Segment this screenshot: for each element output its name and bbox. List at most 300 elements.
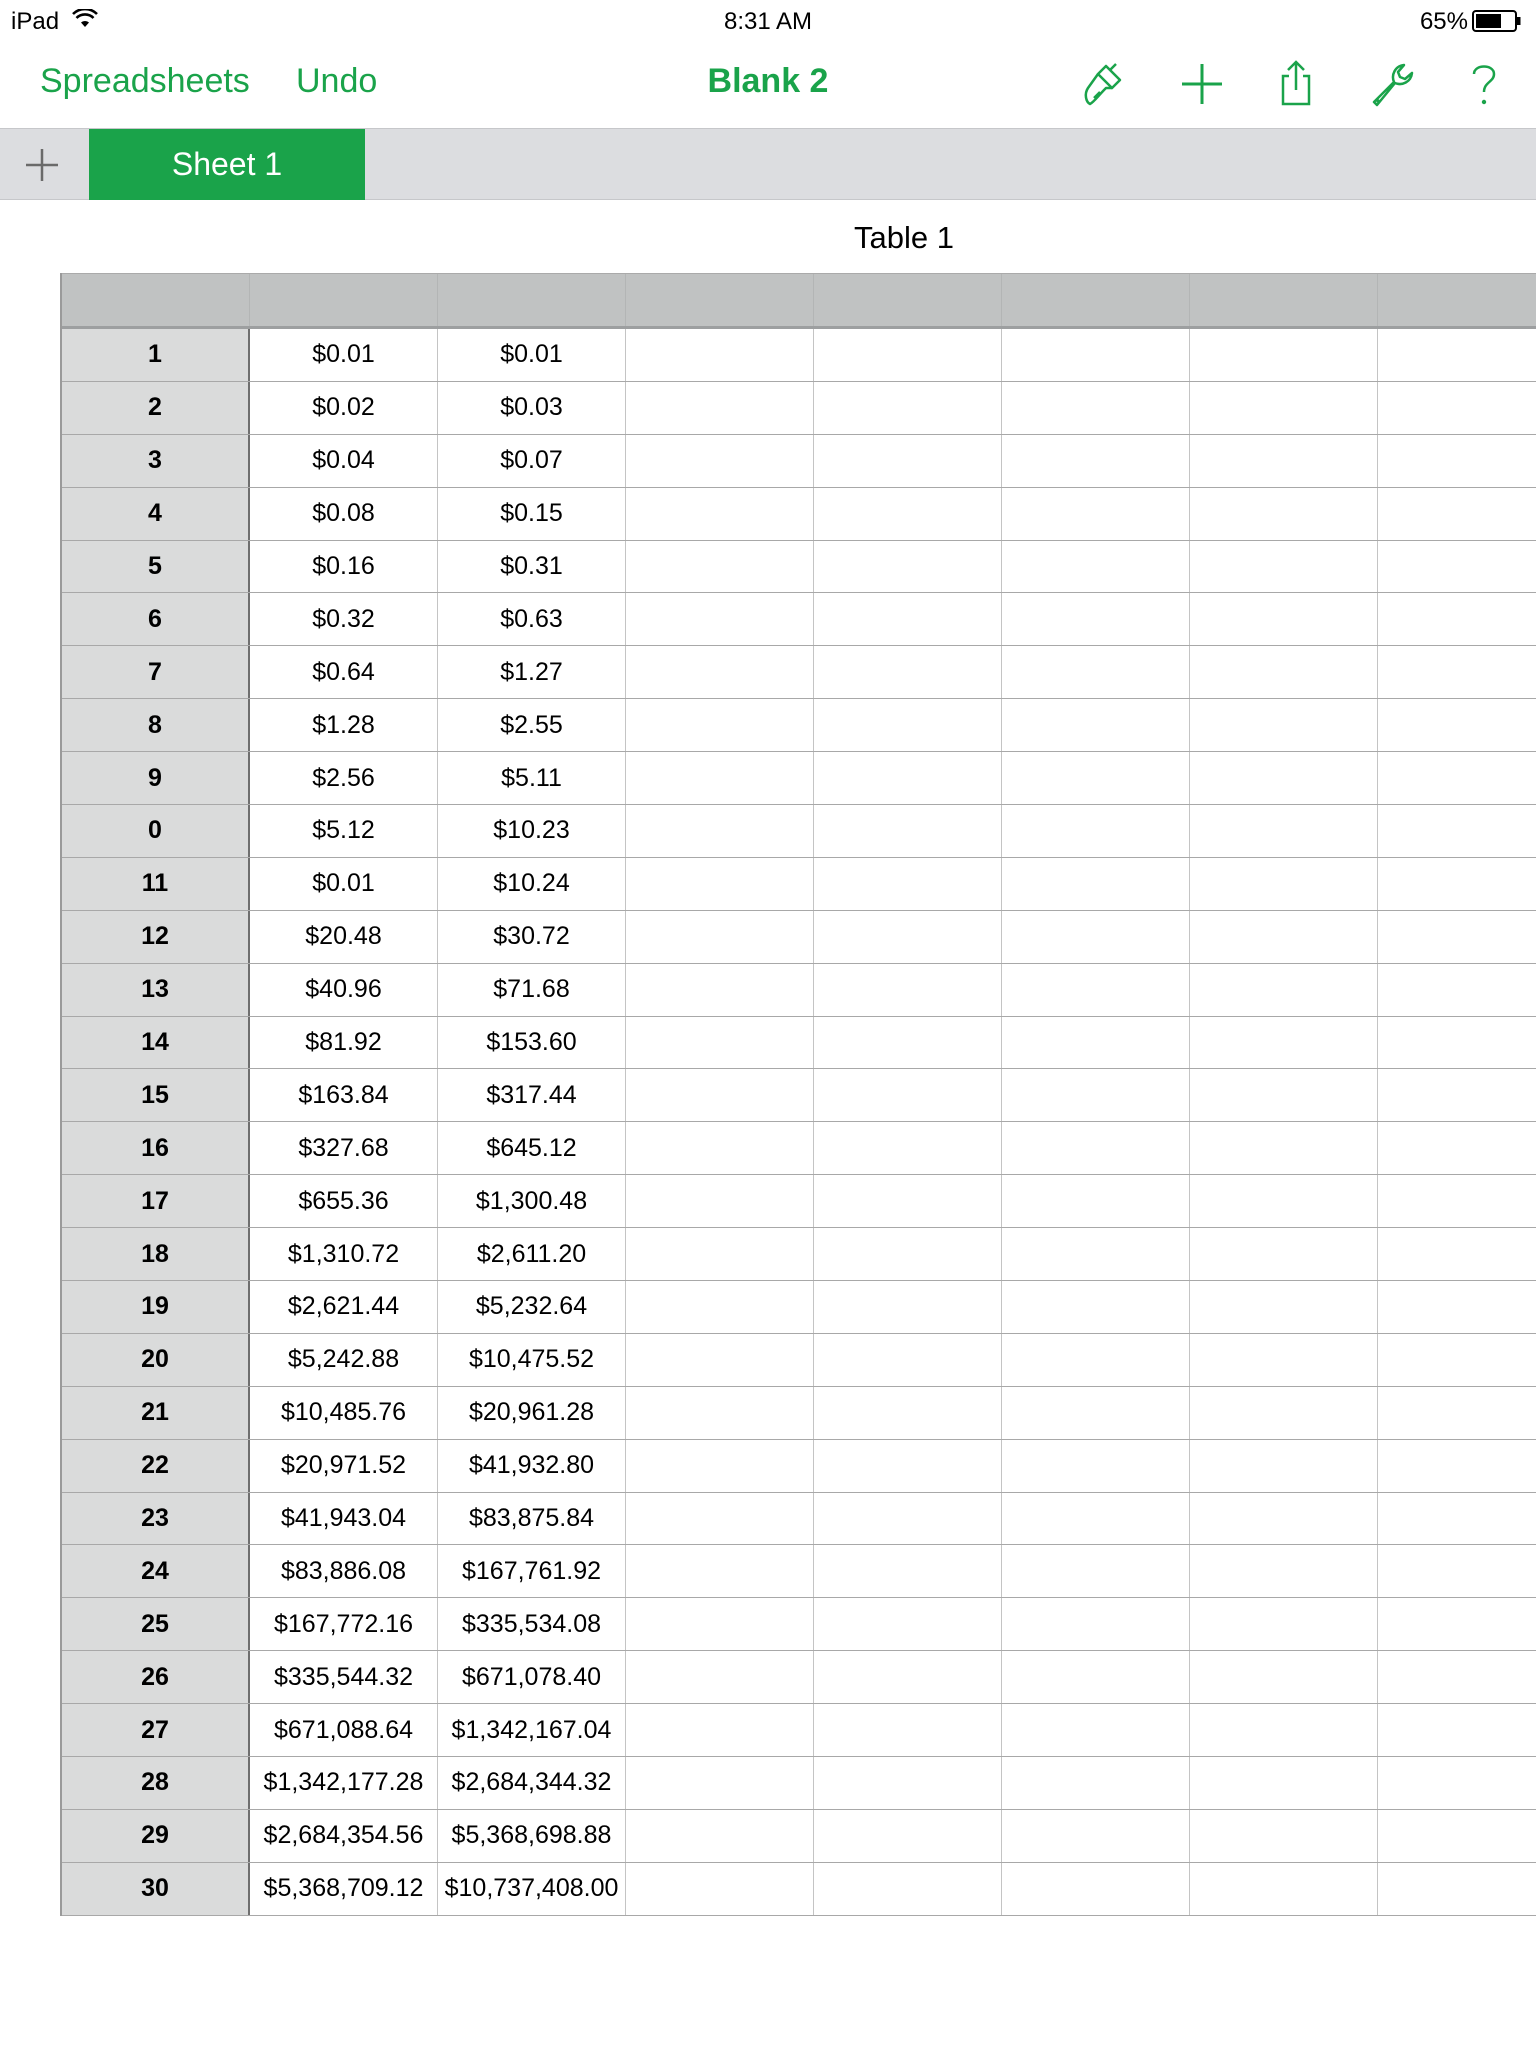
table-row[interactable] bbox=[62, 1334, 1536, 1387]
empty-cell[interactable] bbox=[814, 964, 1002, 1016]
empty-cell[interactable] bbox=[1378, 435, 1536, 487]
row-header-cell[interactable]: 12 bbox=[62, 911, 250, 963]
row-header-cell[interactable]: 22 bbox=[62, 1440, 250, 1492]
empty-cell[interactable] bbox=[1378, 329, 1536, 381]
row-header-cell[interactable]: 5 bbox=[62, 541, 250, 593]
table-cell[interactable]: $0.16 bbox=[250, 541, 438, 593]
empty-cell[interactable] bbox=[814, 911, 1002, 963]
empty-cell[interactable] bbox=[1190, 1598, 1378, 1650]
empty-cell[interactable] bbox=[1002, 1281, 1190, 1333]
empty-cell[interactable] bbox=[626, 1704, 814, 1756]
empty-cell[interactable] bbox=[626, 1440, 814, 1492]
empty-cell[interactable] bbox=[626, 329, 814, 381]
empty-cell[interactable] bbox=[1002, 1334, 1190, 1386]
empty-cell[interactable] bbox=[626, 858, 814, 910]
empty-cell[interactable] bbox=[1190, 964, 1378, 1016]
empty-cell[interactable] bbox=[626, 1334, 814, 1386]
empty-cell[interactable] bbox=[1002, 699, 1190, 751]
empty-cell[interactable] bbox=[1190, 593, 1378, 645]
empty-cell[interactable] bbox=[1002, 329, 1190, 381]
table-row[interactable] bbox=[62, 699, 1536, 752]
empty-cell[interactable] bbox=[626, 1122, 814, 1174]
empty-cell[interactable] bbox=[1002, 1598, 1190, 1650]
empty-cell[interactable] bbox=[1378, 1757, 1536, 1809]
empty-cell[interactable] bbox=[1378, 752, 1536, 804]
empty-cell[interactable] bbox=[1190, 1387, 1378, 1439]
empty-cell[interactable] bbox=[814, 752, 1002, 804]
plus-icon[interactable] bbox=[1176, 58, 1228, 110]
empty-cell[interactable] bbox=[814, 1069, 1002, 1121]
table-cell[interactable]: $2,684,354.56 bbox=[250, 1810, 438, 1862]
table-cell[interactable]: $40.96 bbox=[250, 964, 438, 1016]
row-header-cell[interactable]: 13 bbox=[62, 964, 250, 1016]
table-cell[interactable]: $0.08 bbox=[250, 488, 438, 540]
row-header-cell[interactable]: 16 bbox=[62, 1122, 250, 1174]
empty-cell[interactable] bbox=[1002, 805, 1190, 857]
table-cell[interactable]: $41,932.80 bbox=[438, 1440, 626, 1492]
empty-cell[interactable] bbox=[1190, 1651, 1378, 1703]
battery-icon bbox=[1472, 10, 1522, 32]
column-header-cell[interactable] bbox=[626, 274, 814, 326]
column-header-cell[interactable] bbox=[1378, 274, 1536, 326]
empty-cell[interactable] bbox=[1002, 1440, 1190, 1492]
toolbar bbox=[0, 40, 1536, 128]
add-sheet-icon[interactable] bbox=[20, 143, 64, 187]
table-cell[interactable]: $1,300.48 bbox=[438, 1175, 626, 1227]
table-cell[interactable]: $5,368,709.12 bbox=[250, 1863, 438, 1915]
empty-cell[interactable] bbox=[1002, 593, 1190, 645]
empty-cell[interactable] bbox=[1378, 1545, 1536, 1597]
empty-cell[interactable] bbox=[1190, 805, 1378, 857]
row-header-cell[interactable]: 26 bbox=[62, 1651, 250, 1703]
empty-cell[interactable] bbox=[626, 382, 814, 434]
column-header-cell[interactable] bbox=[438, 274, 626, 326]
empty-cell[interactable] bbox=[1378, 1175, 1536, 1227]
table-body bbox=[62, 329, 1536, 1916]
table-row[interactable] bbox=[62, 1122, 1536, 1175]
row-header-cell[interactable]: 14 bbox=[62, 1017, 250, 1069]
empty-cell[interactable] bbox=[1190, 1334, 1378, 1386]
table-cell[interactable]: $0.32 bbox=[250, 593, 438, 645]
table-cell[interactable]: $0.63 bbox=[438, 593, 626, 645]
device-name: iPad bbox=[11, 8, 60, 35]
empty-cell[interactable] bbox=[626, 541, 814, 593]
empty-cell[interactable] bbox=[1002, 488, 1190, 540]
empty-cell[interactable] bbox=[626, 699, 814, 751]
empty-cell[interactable] bbox=[1378, 1810, 1536, 1862]
empty-cell[interactable] bbox=[1190, 329, 1378, 381]
empty-cell[interactable] bbox=[626, 1069, 814, 1121]
empty-cell[interactable] bbox=[814, 858, 1002, 910]
empty-cell[interactable] bbox=[814, 1493, 1002, 1545]
share-icon[interactable] bbox=[1270, 58, 1322, 110]
table-cell[interactable]: $0.01 bbox=[438, 329, 626, 381]
table-row[interactable] bbox=[62, 435, 1536, 488]
table-cell[interactable]: $10,737,408.00 bbox=[438, 1863, 626, 1915]
table-cell[interactable]: $0.64 bbox=[250, 646, 438, 698]
empty-cell[interactable] bbox=[1190, 1069, 1378, 1121]
empty-cell[interactable] bbox=[1378, 699, 1536, 751]
empty-cell[interactable] bbox=[814, 1757, 1002, 1809]
empty-cell[interactable] bbox=[1002, 541, 1190, 593]
empty-cell[interactable] bbox=[814, 435, 1002, 487]
empty-cell[interactable] bbox=[814, 805, 1002, 857]
empty-cell[interactable] bbox=[1002, 858, 1190, 910]
empty-cell[interactable] bbox=[626, 488, 814, 540]
empty-cell[interactable] bbox=[1190, 752, 1378, 804]
row-header-cell[interactable]: 4 bbox=[62, 488, 250, 540]
empty-cell[interactable] bbox=[814, 488, 1002, 540]
empty-cell[interactable] bbox=[1190, 541, 1378, 593]
row-header-cell[interactable]: 29 bbox=[62, 1810, 250, 1862]
table-cell[interactable]: $2,621.44 bbox=[250, 1281, 438, 1333]
empty-cell[interactable] bbox=[1378, 541, 1536, 593]
empty-cell[interactable] bbox=[1002, 1228, 1190, 1280]
row-header-cell[interactable]: 25 bbox=[62, 1598, 250, 1650]
table-cell[interactable]: $327.68 bbox=[250, 1122, 438, 1174]
table-row[interactable] bbox=[62, 1651, 1536, 1704]
table-row[interactable] bbox=[62, 541, 1536, 594]
empty-cell[interactable] bbox=[1190, 1757, 1378, 1809]
empty-cell[interactable] bbox=[1190, 1228, 1378, 1280]
empty-cell[interactable] bbox=[626, 435, 814, 487]
table-cell[interactable]: $167,772.16 bbox=[250, 1598, 438, 1650]
empty-cell[interactable] bbox=[814, 1228, 1002, 1280]
row-header-cell[interactable]: 7 bbox=[62, 646, 250, 698]
table-cell[interactable]: $0.04 bbox=[250, 435, 438, 487]
empty-cell[interactable] bbox=[1378, 911, 1536, 963]
empty-cell[interactable] bbox=[1378, 382, 1536, 434]
column-header-row[interactable] bbox=[62, 273, 1536, 329]
table-cell[interactable]: $20,971.52 bbox=[250, 1440, 438, 1492]
empty-cell[interactable] bbox=[1190, 911, 1378, 963]
table-row[interactable] bbox=[62, 1545, 1536, 1598]
row-header-cell[interactable]: 27 bbox=[62, 1704, 250, 1756]
empty-cell[interactable] bbox=[626, 1017, 814, 1069]
table-cell[interactable]: $5,242.88 bbox=[250, 1334, 438, 1386]
table-cell[interactable]: $0.31 bbox=[438, 541, 626, 593]
sheet-tab-label: Sheet 1 bbox=[171, 146, 283, 182]
table-row[interactable] bbox=[62, 752, 1536, 805]
row-header-cell[interactable]: 8 bbox=[62, 699, 250, 751]
table-cell[interactable]: $2.56 bbox=[250, 752, 438, 804]
spreadsheet-table[interactable] bbox=[60, 273, 1536, 1916]
table-row[interactable] bbox=[62, 1757, 1536, 1810]
table-cell[interactable]: $5.11 bbox=[438, 752, 626, 804]
empty-cell[interactable] bbox=[1190, 1017, 1378, 1069]
empty-cell[interactable] bbox=[814, 1704, 1002, 1756]
row-header-cell[interactable]: 30 bbox=[62, 1863, 250, 1915]
table-row[interactable] bbox=[62, 382, 1536, 435]
empty-cell[interactable] bbox=[1378, 1863, 1536, 1915]
row-header-cell[interactable]: 28 bbox=[62, 1757, 250, 1809]
empty-cell[interactable] bbox=[626, 646, 814, 698]
table-row[interactable] bbox=[62, 593, 1536, 646]
empty-cell[interactable] bbox=[1378, 1704, 1536, 1756]
table-cell[interactable]: $335,544.32 bbox=[250, 1651, 438, 1703]
empty-cell[interactable] bbox=[1378, 593, 1536, 645]
table-row[interactable] bbox=[62, 1493, 1536, 1546]
empty-cell[interactable] bbox=[626, 911, 814, 963]
empty-cell[interactable] bbox=[814, 1810, 1002, 1862]
empty-cell[interactable] bbox=[814, 1598, 1002, 1650]
empty-cell[interactable] bbox=[626, 1281, 814, 1333]
table-cell[interactable]: $83,875.84 bbox=[438, 1493, 626, 1545]
empty-cell[interactable] bbox=[814, 1440, 1002, 1492]
column-header-cell[interactable] bbox=[1190, 274, 1378, 326]
column-header-cell[interactable] bbox=[814, 274, 1002, 326]
table-cell[interactable]: $0.03 bbox=[438, 382, 626, 434]
empty-cell[interactable] bbox=[1190, 1175, 1378, 1227]
empty-cell[interactable] bbox=[814, 1334, 1002, 1386]
table-cell[interactable]: $1,342,167.04 bbox=[438, 1704, 626, 1756]
empty-cell[interactable] bbox=[1002, 1704, 1190, 1756]
row-header-cell[interactable]: 3 bbox=[62, 435, 250, 487]
status-bar bbox=[0, 0, 1536, 40]
table-cell[interactable]: $20,961.28 bbox=[438, 1387, 626, 1439]
empty-cell[interactable] bbox=[1190, 858, 1378, 910]
row-header-cell[interactable]: 11 bbox=[62, 858, 250, 910]
empty-cell[interactable] bbox=[1002, 752, 1190, 804]
undo-button[interactable]: Undo bbox=[296, 62, 378, 100]
table-cell[interactable]: $0.01 bbox=[250, 329, 438, 381]
table-cell[interactable]: $0.07 bbox=[438, 435, 626, 487]
row-header-cell[interactable]: 24 bbox=[62, 1545, 250, 1597]
empty-cell[interactable] bbox=[626, 1175, 814, 1227]
table-cell[interactable]: $671,088.64 bbox=[250, 1704, 438, 1756]
empty-cell[interactable] bbox=[814, 1281, 1002, 1333]
table-cell[interactable]: $5,368,698.88 bbox=[438, 1810, 626, 1862]
empty-cell[interactable] bbox=[1002, 1545, 1190, 1597]
empty-cell[interactable] bbox=[1002, 1387, 1190, 1439]
empty-cell[interactable] bbox=[1378, 1651, 1536, 1703]
empty-cell[interactable] bbox=[814, 1122, 1002, 1174]
table-row[interactable] bbox=[62, 805, 1536, 858]
table-cell[interactable]: $5,232.64 bbox=[438, 1281, 626, 1333]
table-cell[interactable]: $41,943.04 bbox=[250, 1493, 438, 1545]
empty-cell[interactable] bbox=[1002, 1810, 1190, 1862]
empty-cell[interactable] bbox=[626, 1545, 814, 1597]
document-title[interactable]: Blank 2 bbox=[707, 62, 829, 100]
empty-cell[interactable] bbox=[1002, 1175, 1190, 1227]
empty-cell[interactable] bbox=[1190, 1810, 1378, 1862]
row-header-cell[interactable]: 6 bbox=[62, 593, 250, 645]
table-row[interactable] bbox=[62, 1228, 1536, 1281]
table-row[interactable] bbox=[62, 1598, 1536, 1651]
empty-cell[interactable] bbox=[1378, 1122, 1536, 1174]
empty-cell[interactable] bbox=[1378, 1281, 1536, 1333]
table-row[interactable] bbox=[62, 911, 1536, 964]
table-row[interactable] bbox=[62, 1704, 1536, 1757]
empty-cell[interactable] bbox=[626, 1228, 814, 1280]
sheet-tab-bar bbox=[0, 128, 1536, 200]
empty-cell[interactable] bbox=[1002, 382, 1190, 434]
empty-cell[interactable] bbox=[1378, 488, 1536, 540]
empty-cell[interactable] bbox=[814, 329, 1002, 381]
empty-cell[interactable] bbox=[1378, 805, 1536, 857]
empty-cell[interactable] bbox=[1002, 1493, 1190, 1545]
empty-cell[interactable] bbox=[1190, 1704, 1378, 1756]
empty-cell[interactable] bbox=[626, 805, 814, 857]
empty-cell[interactable] bbox=[814, 1651, 1002, 1703]
empty-cell[interactable] bbox=[626, 1598, 814, 1650]
table-row[interactable] bbox=[62, 1863, 1536, 1916]
empty-cell[interactable] bbox=[1190, 1122, 1378, 1174]
empty-cell[interactable] bbox=[626, 1810, 814, 1862]
empty-cell[interactable] bbox=[1190, 1281, 1378, 1333]
empty-cell[interactable] bbox=[1378, 1017, 1536, 1069]
table-cell[interactable]: $2,684,344.32 bbox=[438, 1757, 626, 1809]
empty-cell[interactable] bbox=[1002, 1122, 1190, 1174]
battery-percent: 65% bbox=[1419, 8, 1468, 35]
empty-cell[interactable] bbox=[1190, 488, 1378, 540]
table-cell[interactable]: $71.68 bbox=[438, 964, 626, 1016]
empty-cell[interactable] bbox=[1190, 699, 1378, 751]
table-row[interactable] bbox=[62, 964, 1536, 1017]
corner-header-cell[interactable] bbox=[62, 274, 250, 326]
table-cell[interactable]: $10.24 bbox=[438, 858, 626, 910]
tab-sheet-1[interactable] bbox=[89, 129, 365, 200]
table-cell[interactable]: $10,475.52 bbox=[438, 1334, 626, 1386]
empty-cell[interactable] bbox=[626, 1757, 814, 1809]
row-header-cell[interactable]: 19 bbox=[62, 1281, 250, 1333]
table-cell[interactable]: $1.27 bbox=[438, 646, 626, 698]
empty-cell[interactable] bbox=[1190, 646, 1378, 698]
empty-cell[interactable] bbox=[1002, 1757, 1190, 1809]
spreadsheets-button[interactable]: Spreadsheets bbox=[40, 62, 250, 100]
table-row[interactable] bbox=[62, 1069, 1536, 1122]
table-cell[interactable]: $1,310.72 bbox=[250, 1228, 438, 1280]
empty-cell[interactable] bbox=[814, 1387, 1002, 1439]
empty-cell[interactable] bbox=[1190, 1545, 1378, 1597]
table-cell[interactable]: $20.48 bbox=[250, 911, 438, 963]
table-cell[interactable]: $10,485.76 bbox=[250, 1387, 438, 1439]
empty-cell[interactable] bbox=[626, 1387, 814, 1439]
table-title[interactable]: Table 1 bbox=[854, 220, 954, 255]
column-header-cell[interactable] bbox=[250, 274, 438, 326]
empty-cell[interactable] bbox=[1378, 1440, 1536, 1492]
empty-cell[interactable] bbox=[1190, 1440, 1378, 1492]
empty-cell[interactable] bbox=[626, 593, 814, 645]
empty-cell[interactable] bbox=[814, 699, 1002, 751]
table-row[interactable] bbox=[62, 1810, 1536, 1863]
empty-cell[interactable] bbox=[814, 1175, 1002, 1227]
paintbrush-icon[interactable] bbox=[1076, 58, 1128, 110]
table-cell[interactable]: $645.12 bbox=[438, 1122, 626, 1174]
table-row[interactable] bbox=[62, 1387, 1536, 1440]
empty-cell[interactable] bbox=[814, 1545, 1002, 1597]
row-header-cell[interactable]: 21 bbox=[62, 1387, 250, 1439]
empty-cell[interactable] bbox=[1002, 646, 1190, 698]
empty-cell[interactable] bbox=[1378, 1069, 1536, 1121]
table-row[interactable] bbox=[62, 858, 1536, 911]
empty-cell[interactable] bbox=[626, 964, 814, 1016]
empty-cell[interactable] bbox=[1190, 382, 1378, 434]
table-cell[interactable]: $335,534.08 bbox=[438, 1598, 626, 1650]
row-header-cell[interactable]: 9 bbox=[62, 752, 250, 804]
table-cell[interactable]: $2.55 bbox=[438, 699, 626, 751]
empty-cell[interactable] bbox=[1002, 964, 1190, 1016]
empty-cell[interactable] bbox=[814, 1863, 1002, 1915]
table-cell[interactable]: $5.12 bbox=[250, 805, 438, 857]
table-row[interactable] bbox=[62, 488, 1536, 541]
empty-cell[interactable] bbox=[814, 593, 1002, 645]
table-cell[interactable]: $2,611.20 bbox=[438, 1228, 626, 1280]
row-header-cell[interactable]: 23 bbox=[62, 1493, 250, 1545]
empty-cell[interactable] bbox=[626, 752, 814, 804]
table-cell[interactable]: $0.15 bbox=[438, 488, 626, 540]
empty-cell[interactable] bbox=[1190, 435, 1378, 487]
table-row[interactable] bbox=[62, 1175, 1536, 1228]
table-cell[interactable]: $655.36 bbox=[250, 1175, 438, 1227]
empty-cell[interactable] bbox=[1002, 1863, 1190, 1915]
table-cell[interactable]: $671,078.40 bbox=[438, 1651, 626, 1703]
empty-cell[interactable] bbox=[1378, 858, 1536, 910]
table-cell[interactable]: $0.01 bbox=[250, 858, 438, 910]
empty-cell[interactable] bbox=[1378, 1493, 1536, 1545]
table-cell[interactable]: $10.23 bbox=[438, 805, 626, 857]
empty-cell[interactable] bbox=[814, 382, 1002, 434]
row-header-cell[interactable]: 15 bbox=[62, 1069, 250, 1121]
empty-cell[interactable] bbox=[1190, 1863, 1378, 1915]
empty-cell[interactable] bbox=[1378, 964, 1536, 1016]
row-header-cell[interactable]: 1 bbox=[62, 329, 250, 381]
empty-cell[interactable] bbox=[1002, 1651, 1190, 1703]
table-row[interactable] bbox=[62, 1281, 1536, 1334]
empty-cell[interactable] bbox=[626, 1651, 814, 1703]
empty-cell[interactable] bbox=[626, 1493, 814, 1545]
table-row[interactable] bbox=[62, 329, 1536, 382]
column-header-cell[interactable] bbox=[1002, 274, 1190, 326]
empty-cell[interactable] bbox=[1002, 435, 1190, 487]
table-cell[interactable]: $30.72 bbox=[438, 911, 626, 963]
row-header-cell[interactable]: 0 bbox=[62, 805, 250, 857]
table-cell[interactable]: $1,342,177.28 bbox=[250, 1757, 438, 1809]
empty-cell[interactable] bbox=[1378, 1228, 1536, 1280]
empty-cell[interactable] bbox=[1002, 1069, 1190, 1121]
empty-cell[interactable] bbox=[814, 541, 1002, 593]
table-row[interactable] bbox=[62, 646, 1536, 699]
empty-cell[interactable] bbox=[1378, 1334, 1536, 1386]
table-cell[interactable]: $81.92 bbox=[250, 1017, 438, 1069]
row-header-cell[interactable]: 20 bbox=[62, 1334, 250, 1386]
table-cell[interactable]: $153.60 bbox=[438, 1017, 626, 1069]
table-cell[interactable]: $163.84 bbox=[250, 1069, 438, 1121]
table-row[interactable] bbox=[62, 1017, 1536, 1070]
row-header-cell[interactable]: 2 bbox=[62, 382, 250, 434]
table-cell[interactable]: $167,761.92 bbox=[438, 1545, 626, 1597]
empty-cell[interactable] bbox=[1002, 911, 1190, 963]
empty-cell[interactable] bbox=[814, 1017, 1002, 1069]
empty-cell[interactable] bbox=[626, 1863, 814, 1915]
wrench-icon[interactable] bbox=[1364, 58, 1416, 110]
table-cell[interactable]: $1.28 bbox=[250, 699, 438, 751]
row-header-cell[interactable]: 17 bbox=[62, 1175, 250, 1227]
table-cell[interactable]: $0.02 bbox=[250, 382, 438, 434]
table-row[interactable] bbox=[62, 1440, 1536, 1493]
empty-cell[interactable] bbox=[814, 646, 1002, 698]
status-time: 8:31 AM bbox=[723, 8, 813, 35]
empty-cell[interactable] bbox=[1002, 1017, 1190, 1069]
empty-cell[interactable] bbox=[1190, 1493, 1378, 1545]
table-cell[interactable]: $317.44 bbox=[438, 1069, 626, 1121]
help-icon[interactable] bbox=[1458, 58, 1510, 110]
empty-cell[interactable] bbox=[1378, 1387, 1536, 1439]
empty-cell[interactable] bbox=[1378, 646, 1536, 698]
empty-cell[interactable] bbox=[1378, 1598, 1536, 1650]
row-header-cell[interactable]: 18 bbox=[62, 1228, 250, 1280]
table-cell[interactable]: $83,886.08 bbox=[250, 1545, 438, 1597]
